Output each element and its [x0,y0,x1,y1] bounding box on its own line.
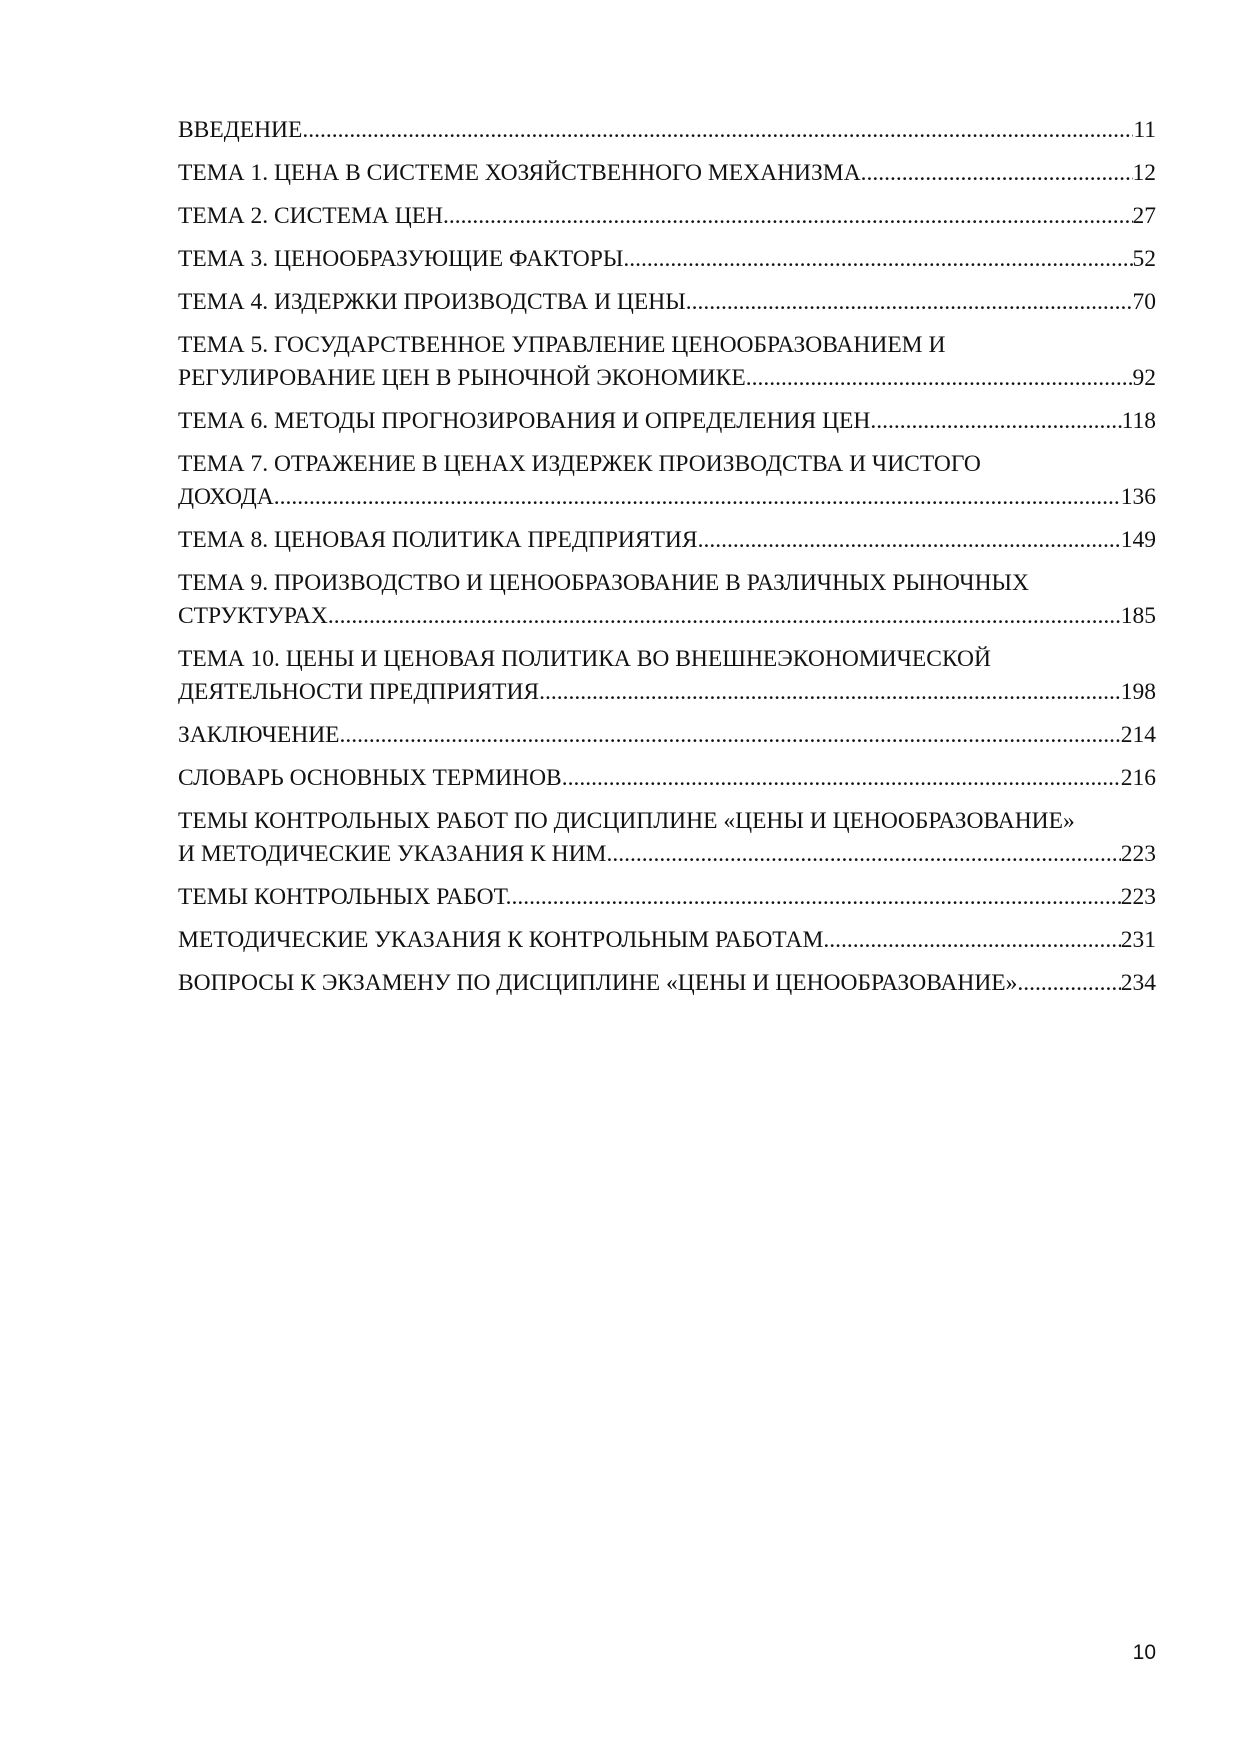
toc-entry[interactable] [178,405,1156,438]
toc-entry-line [178,881,1156,914]
page-number: 10 [1132,1641,1156,1664]
toc-entry-line [178,157,1156,190]
toc-entry-line [178,762,1156,795]
toc-entry-page: 223 [1120,884,1156,910]
toc-entry-page: 27 [1132,203,1156,229]
toc-entry[interactable] [178,762,1156,795]
toc-entry-title: ТЕМА 8. ЦЕНОВАЯ ПОЛИТИКА ПРЕДПРИЯТИЯ [178,527,698,553]
toc-entry-page: 216 [1120,765,1156,791]
toc-entry-title: ВОПРОСЫ К ЭКЗАМЕНУ ПО ДИСЦИПЛИНЕ «ЦЕНЫ И ЦЕНООБРАЗОВАНИЕ» [178,970,1018,996]
dot-leader [861,157,1133,190]
toc-entry-page: 12 [1132,160,1156,186]
toc-entry[interactable] [178,286,1156,319]
toc-entry[interactable] [178,567,1156,633]
toc-entry[interactable] [178,157,1156,190]
dot-leader [511,881,1120,914]
toc-entry[interactable] [178,719,1156,752]
toc-entry[interactable] [178,524,1156,557]
toc-entry[interactable] [178,114,1156,147]
toc-entry-title: ТЕМЫ КОНТРОЛЬНЫХ РАБОТ. [178,884,512,910]
toc-entry-title: И МЕТОДИЧЕСКИЕ УКАЗАНИЯ К НИМ [178,841,607,867]
toc-entry-title: РЕГУЛИРОВАНИЕ ЦЕН В РЫНОЧНОЙ ЭКОНОМИКЕ [178,365,746,391]
toc-entry-title: МЕТОДИЧЕСКИЕ УКАЗАНИЯ К КОНТРОЛЬНЫМ РАБОТАМ. [178,927,830,953]
toc-entry-line [178,405,1156,438]
toc-entry-title: ТЕМА 3. ЦЕНООБРАЗУЮЩИЕ ФАКТОРЫ [178,246,624,272]
toc-entry-page: 52 [1132,246,1156,272]
toc-entry-page: 118 [1121,408,1156,434]
toc-entry[interactable] [178,924,1156,957]
toc-entry-line [178,924,1156,957]
toc-entry[interactable] [178,329,1156,395]
toc-entry-title: ЗАКЛЮЧЕНИЕ [178,722,340,748]
toc-entry-title: ТЕМА 4. ИЗДЕРЖКИ ПРОИЗВОДСТВА И ЦЕНЫ [178,289,686,315]
toc-entry-title-line: ТЕМА 9. ПРОИЗВОДСТВО И ЦЕНООБРАЗОВАНИЕ В РАЗЛИЧНЫХ РЫНОЧНЫХ [178,570,1030,596]
dot-leader [328,600,1121,633]
toc-entry-page: 231 [1120,927,1156,953]
toc-entry-line [178,838,1156,871]
dot-leader [746,362,1133,395]
dot-leader [443,200,1132,233]
dot-leader [686,286,1133,319]
toc-entry-page: 149 [1120,527,1156,553]
toc-entry-title: ТЕМА 2. СИСТЕМА ЦЕН [178,203,444,229]
toc-entry-page: 214 [1120,722,1156,748]
toc-entry[interactable] [178,243,1156,276]
toc-entry-page: 223 [1120,841,1156,867]
toc-entry[interactable] [178,881,1156,914]
dot-leader [1017,967,1120,1000]
dot-leader [539,676,1121,709]
toc-entry-line [178,243,1156,276]
toc-entry-line [178,967,1156,1000]
toc-entry-title-line: ТЕМЫ КОНТРОЛЬНЫХ РАБОТ ПО ДИСЦИПЛИНЕ «ЦЕНЫ И ЦЕНООБРАЗОВАНИЕ» [178,808,1075,834]
toc-entry-page: 198 [1120,679,1156,705]
dot-leader [606,838,1120,871]
toc-entry-title: ВВЕДЕНИЕ [178,117,303,143]
toc-entry-line [178,481,1156,514]
toc-entry-title-line: ТЕМА 5. ГОСУДАРСТВЕННОЕ УПРАВЛЕНИЕ ЦЕНООБРАЗОВАНИЕМ И [178,332,946,358]
toc-entry-page: 11 [1133,117,1156,143]
dot-leader [698,524,1121,557]
toc-entry[interactable] [178,200,1156,233]
toc-entry-line [178,362,1156,395]
toc-entry-line [178,600,1156,633]
toc-entry-page: 92 [1132,365,1156,391]
toc-entry-line [178,524,1156,557]
dot-leader [623,243,1132,276]
dot-leader [870,405,1121,438]
toc-entry[interactable] [178,805,1156,871]
toc-entry-title: ДОХОДА [178,484,274,510]
toc-entry-page: 185 [1120,603,1156,629]
dot-leader [562,762,1121,795]
table-of-contents [178,114,1156,1010]
toc-entry[interactable] [178,448,1156,514]
toc-entry-title: ТЕМА 1. ЦЕНА В СИСТЕМЕ ХОЗЯЙСТВЕННОГО МЕХАНИЗМА [178,160,861,186]
dot-leader [274,481,1121,514]
toc-entry[interactable] [178,967,1156,1000]
toc-entry-line [178,286,1156,319]
toc-entry-line [178,200,1156,233]
toc-entry-title-line: ТЕМА 10. ЦЕНЫ И ЦЕНОВАЯ ПОЛИТИКА ВО ВНЕШНЕЭКОНОМИЧЕСКОЙ [178,646,991,672]
toc-entry[interactable] [178,643,1156,709]
toc-entry-title: СТРУКТУРАХ [178,603,328,629]
toc-entry-line [178,114,1156,147]
dot-leader [302,114,1133,147]
toc-entry-title-line: ТЕМА 7. ОТРАЖЕНИЕ В ЦЕНАХ ИЗДЕРЖЕК ПРОИЗВОДСТВА И ЧИСТОГО [178,451,981,477]
toc-entry-title: СЛОВАРЬ ОСНОВНЫХ ТЕРМИНОВ [178,765,562,791]
toc-entry-page: 70 [1132,289,1156,315]
dot-leader [340,719,1121,752]
toc-entry-title: ТЕМА 6. МЕТОДЫ ПРОГНОЗИРОВАНИЯ И ОПРЕДЕЛЕНИЯ ЦЕН [178,408,871,434]
toc-entry-line [178,719,1156,752]
toc-entry-title: ДЕЯТЕЛЬНОСТИ ПРЕДПРИЯТИЯ [178,679,540,705]
dot-leader [829,924,1121,957]
toc-entry-page: 234 [1120,970,1156,996]
toc-entry-line [178,676,1156,709]
toc-entry-page: 136 [1120,484,1156,510]
